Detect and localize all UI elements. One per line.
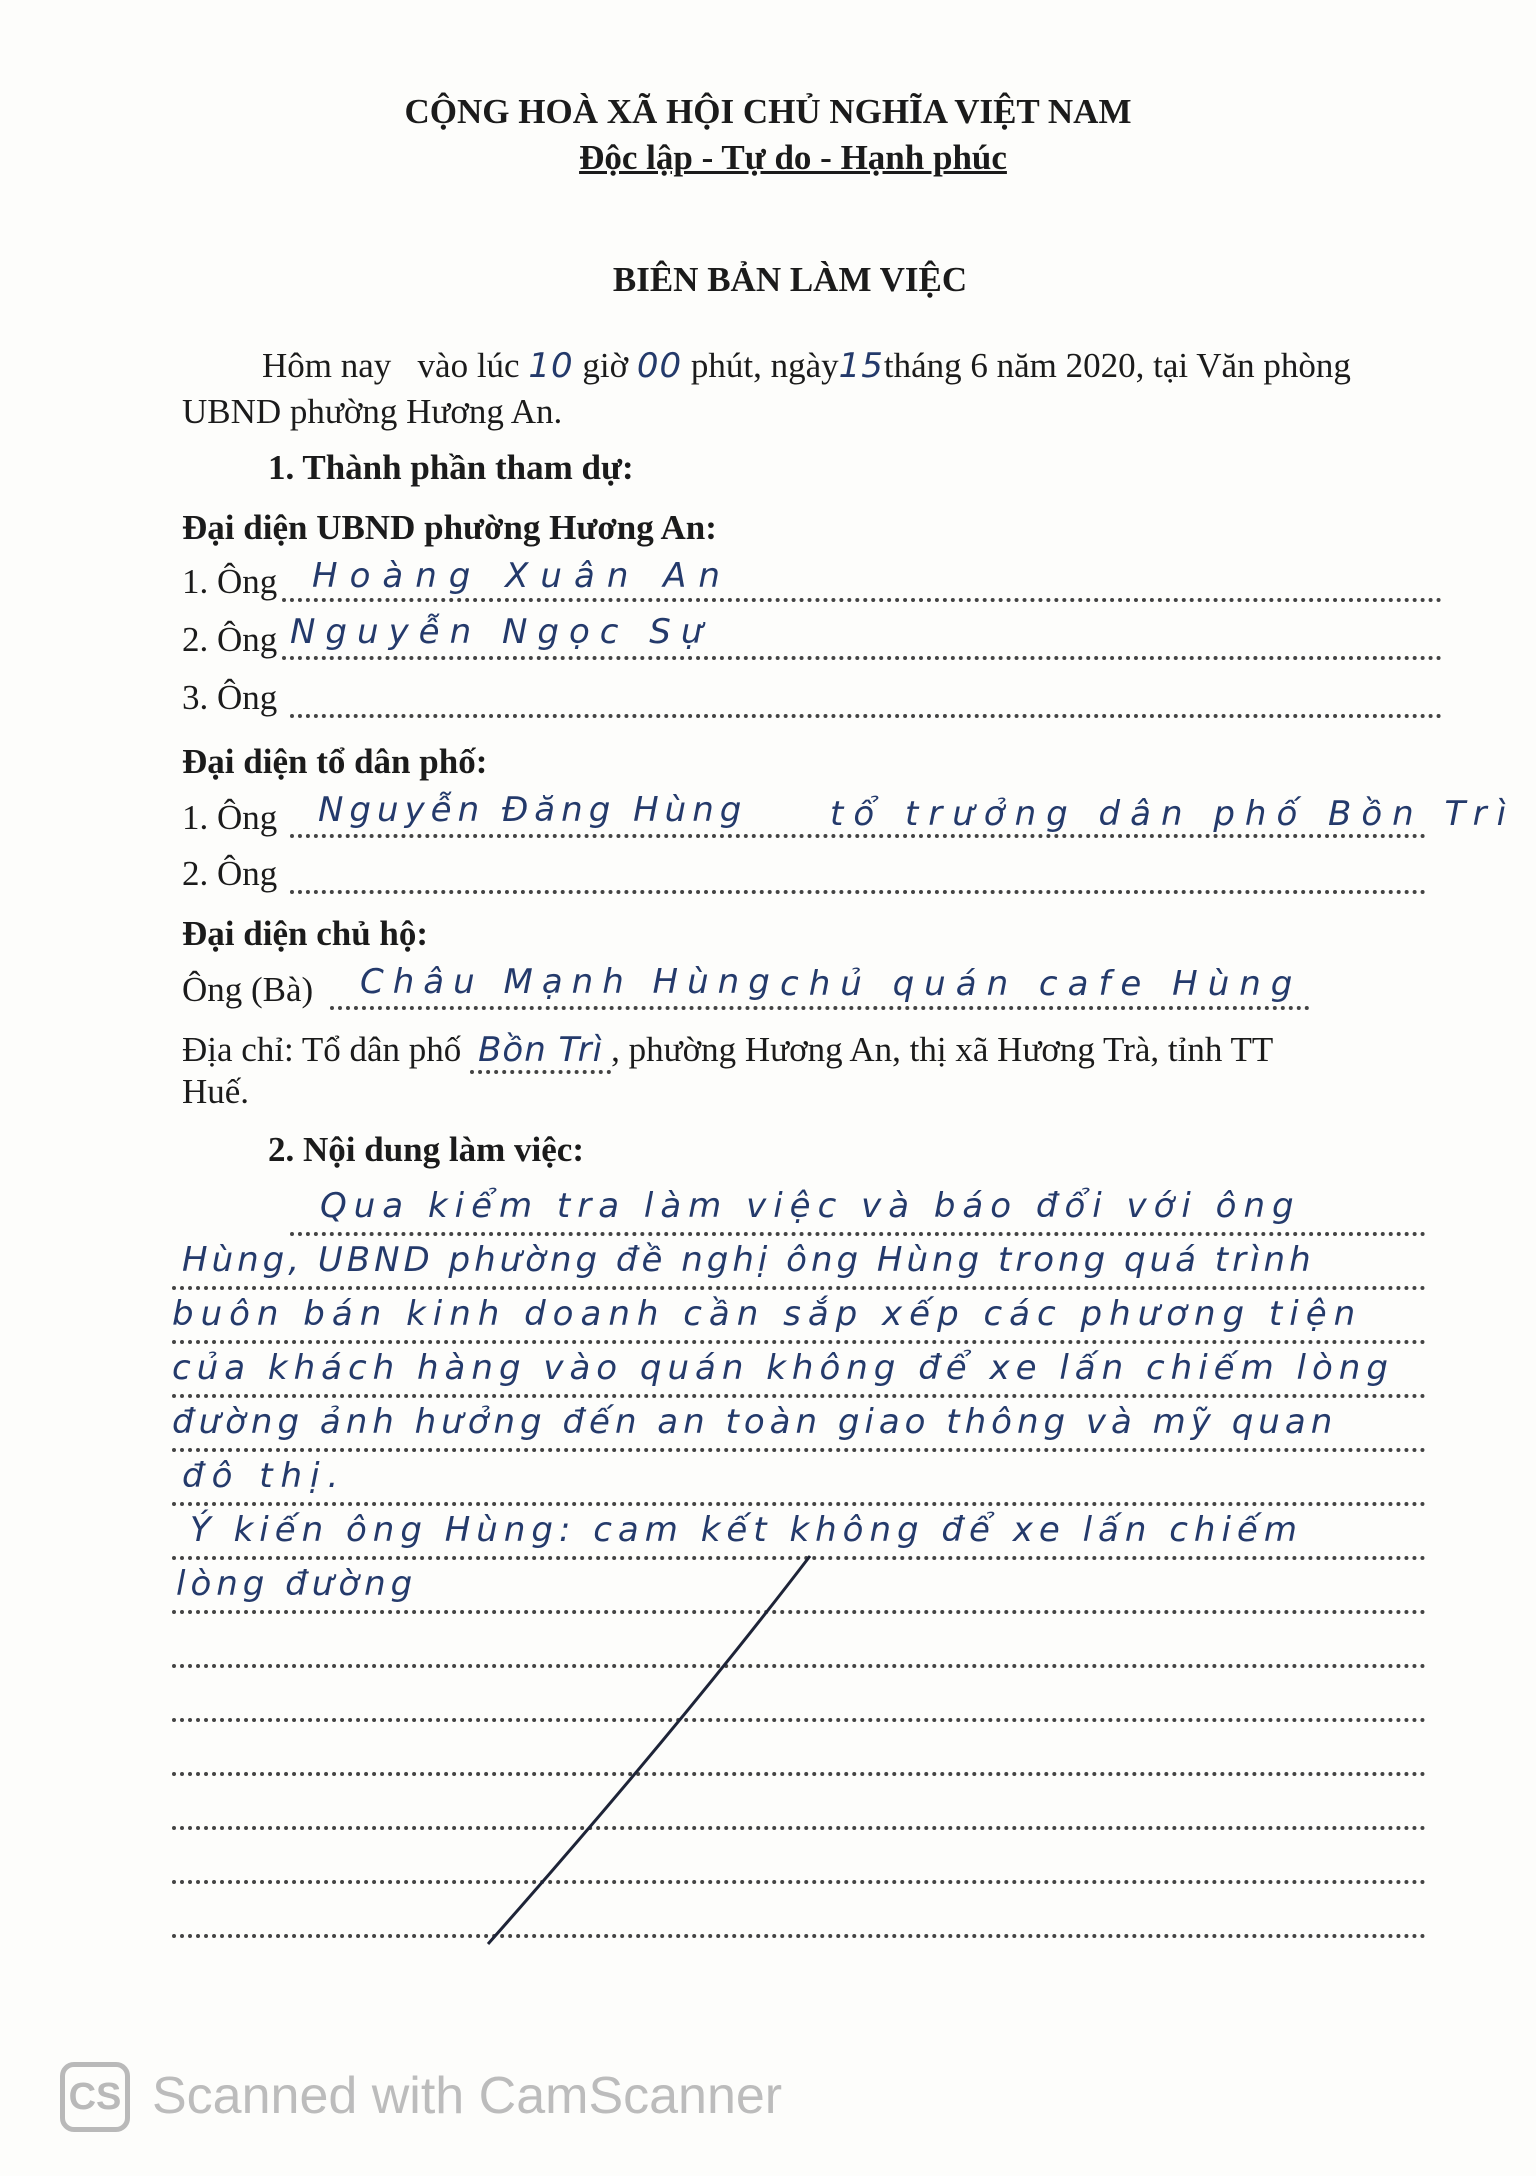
national-motto: Độc lập - Tự do - Hạnh phúc (579, 138, 1007, 177)
address-tdp: Bồn Trì (470, 1030, 611, 1074)
tdp-role-1: tổ trưởng dân phố Bồn Trì (830, 794, 1517, 834)
owner-name: Châu Mạnh Hùng (360, 962, 779, 1002)
national-title: CỘNG HOÀ XÃ HỘI CHỦ NGHĨA VIỆT NAM (404, 92, 1132, 131)
content-line-2: Hùng, UBND phường đề nghị ông Hùng trong quá trình (182, 1240, 1315, 1280)
tdp-heading: Đại diện tổ dân phố: (182, 742, 488, 781)
intro-hour: 10 (528, 346, 574, 386)
owner-heading: Đại diện chủ hộ: (182, 914, 429, 953)
intro-day: 15 (838, 346, 884, 386)
address-line-2: Huế. (182, 1072, 250, 1111)
intro-part-4: phút, ngày (690, 346, 839, 385)
section1-heading: 1. Thành phần tham dự: (268, 448, 634, 487)
intro-minute: 00 (636, 346, 683, 386)
camscanner-watermark-text: Scanned with CamScanner (152, 2067, 783, 2125)
ubnd-name-2: Nguyễn Ngọc Sự (290, 612, 713, 652)
intro-line-2: UBND phường Hương An. (182, 392, 563, 431)
ubnd-label-1: 1. Ông (182, 562, 278, 601)
ubnd-name-1: Hoàng Xuân An (312, 556, 732, 596)
tdp-label-2: 2. Ông (182, 854, 278, 893)
address-label: Địa chỉ: Tổ dân phố (182, 1030, 462, 1069)
content-line-6: đô thị. (182, 1456, 347, 1496)
tdp-label-1: 1. Ông (182, 798, 278, 837)
ubnd-label-3: 3. Ông (182, 678, 278, 717)
ubnd-label-2: 2. Ông (182, 620, 278, 659)
closing-slash-line (488, 1556, 810, 1944)
owner-label: Ông (Bà) (182, 970, 314, 1009)
ubnd-heading: Đại diện UBND phường Hương An: (182, 508, 717, 547)
content-line-7: Ý kiến ông Hùng: cam kết không để xe lấn chiếm (190, 1510, 1303, 1550)
owner-role: chủ quán cafe Hùng (780, 964, 1303, 1004)
address-rest: , phường Hương An, thị xã Hương Trà, tỉnh TT (611, 1030, 1274, 1069)
camscanner-logo-icon: CS (60, 2062, 130, 2132)
intro-part-2: vào lúc (417, 346, 520, 385)
content-line-8: lòng đường (176, 1564, 418, 1604)
document-title: BIÊN BẢN LÀM VIỆC (612, 260, 968, 299)
intro-part-5: tháng 6 năm 2020, tại Văn phòng (883, 346, 1351, 385)
content-line-5: đường ảnh hưởng đến an toàn giao thông và mỹ quan (172, 1402, 1338, 1442)
intro-part-1: Hôm nay (262, 346, 392, 385)
content-line-3: buôn bán kinh doanh cần sắp xếp các phương tiện (172, 1294, 1363, 1334)
content-line-4: của khách hàng vào quán không để xe lấn chiếm lòng (172, 1348, 1394, 1388)
tdp-name-1: Nguyễn Đăng Hùng (318, 790, 748, 830)
content-line-1: Qua kiểm tra làm việc và báo đổi với ông (320, 1186, 1301, 1226)
section2-heading: 2. Nội dung làm việc: (268, 1130, 584, 1169)
intro-part-3: giờ (582, 346, 629, 385)
